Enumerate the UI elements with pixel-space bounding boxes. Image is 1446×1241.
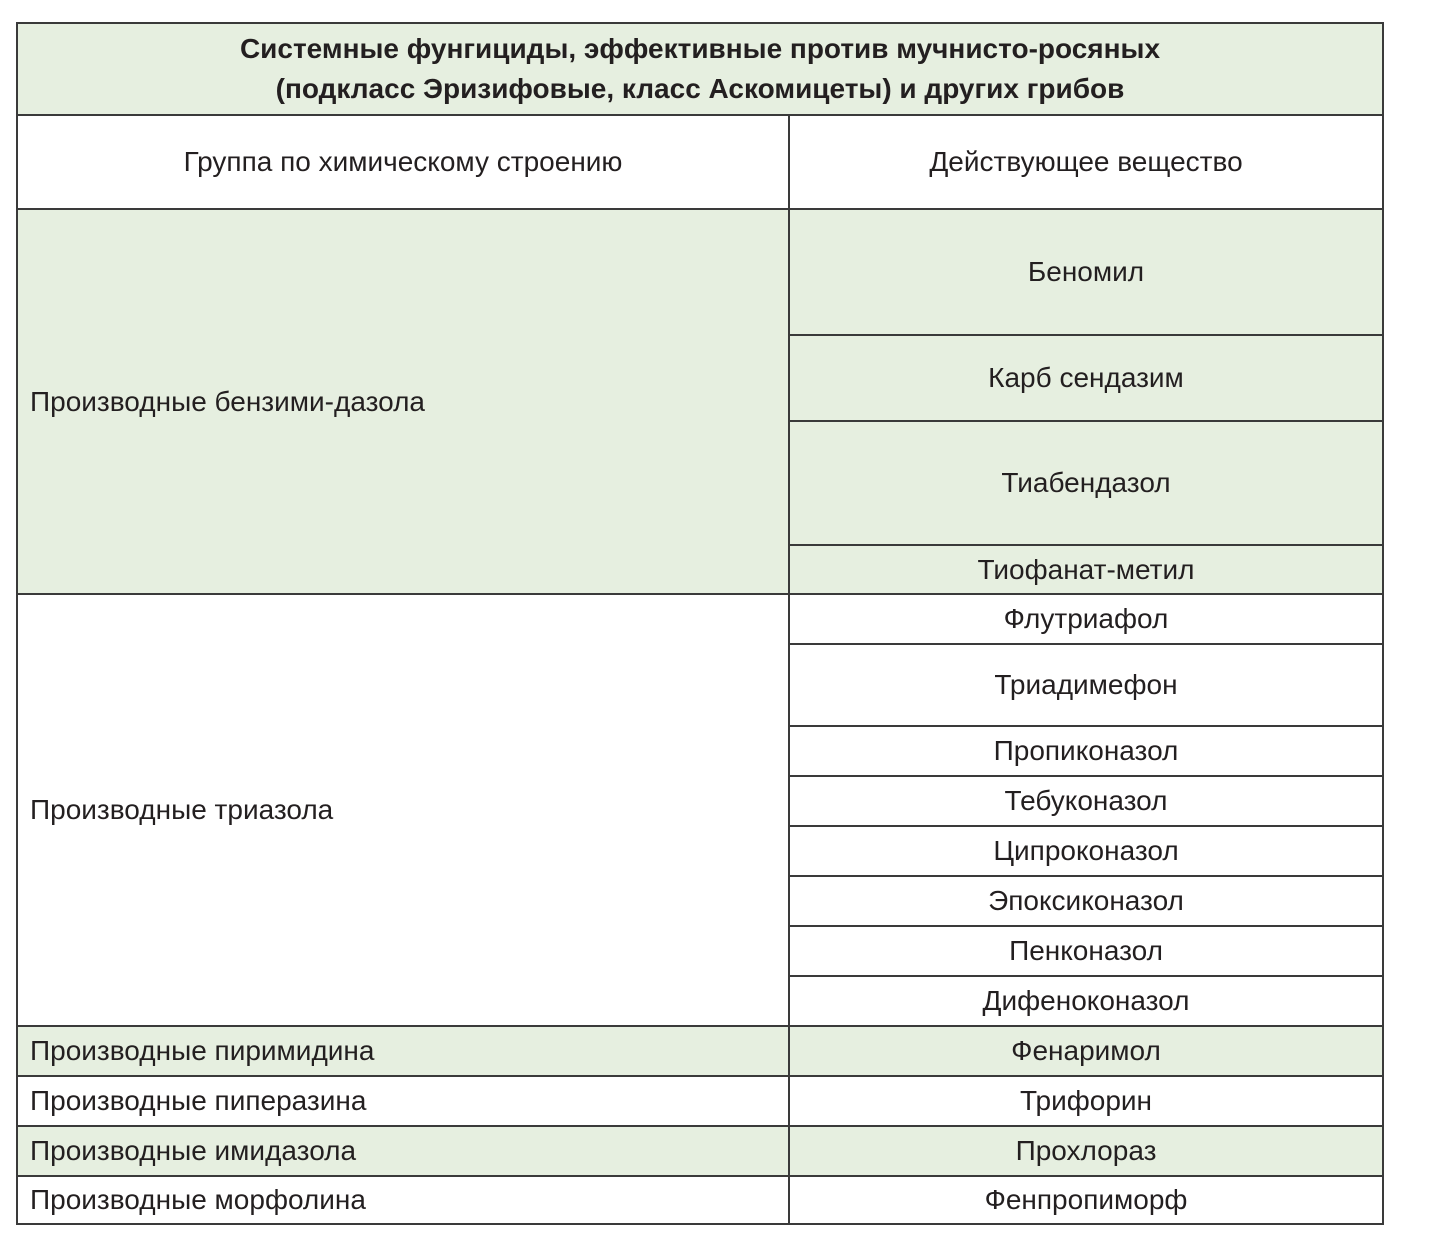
table-title <box>17 23 1383 115</box>
table-row <box>17 209 1383 335</box>
substance-cell: Фенпропиморф <box>789 1176 1383 1224</box>
group-piperazine: Производные пиперазина <box>17 1076 789 1126</box>
substance-cell: Флутриафол <box>789 594 1383 644</box>
title-line-2: (подкласс Эризифовые, класс Аскомицеты) и других грибов <box>275 73 1125 104</box>
table-row <box>17 1126 1383 1176</box>
group-triazole: Производные триазола <box>17 594 789 1026</box>
substance-cell: Ципроконазол <box>789 826 1383 876</box>
group-benzimidazole: Производные бензими-дазола <box>17 209 789 594</box>
title-line-1: Системные фунгициды, эффективные против мучнисто-росяных <box>239 33 1161 64</box>
table-row <box>17 594 1383 644</box>
substance-cell: Карб сендазим <box>789 335 1383 421</box>
table-row <box>17 1026 1383 1076</box>
substance-cell: Трифорин <box>789 1076 1383 1126</box>
table-row <box>17 1076 1383 1126</box>
fungicide-table <box>16 22 1384 1225</box>
substance-cell: Триадимефон <box>789 644 1383 726</box>
group-morpholine: Производные морфолина <box>17 1176 789 1224</box>
substance-cell: Беномил <box>789 209 1383 335</box>
substance-cell: Фенаримол <box>789 1026 1383 1076</box>
substance-cell: Дифеноконазол <box>789 976 1383 1026</box>
substance-cell: Пенконазол <box>789 926 1383 976</box>
table-title-row <box>17 23 1383 115</box>
table-row <box>17 1176 1383 1224</box>
substance-cell: Тиабендазол <box>789 421 1383 545</box>
group-pyrimidine: Производные пиримидина <box>17 1026 789 1076</box>
header-row <box>17 115 1383 209</box>
substance-cell: Тебуконазол <box>789 776 1383 826</box>
header-substance: Действующее вещество <box>789 115 1383 209</box>
substance-cell: Пропиконазол <box>789 726 1383 776</box>
group-imidazole: Производные имидазола <box>17 1126 789 1176</box>
substance-cell: Тиофанат-метил <box>789 545 1383 594</box>
substance-cell: Эпоксиконазол <box>789 876 1383 926</box>
substance-cell: Прохлораз <box>789 1126 1383 1176</box>
header-group: Группа по химическому строению <box>17 115 789 209</box>
